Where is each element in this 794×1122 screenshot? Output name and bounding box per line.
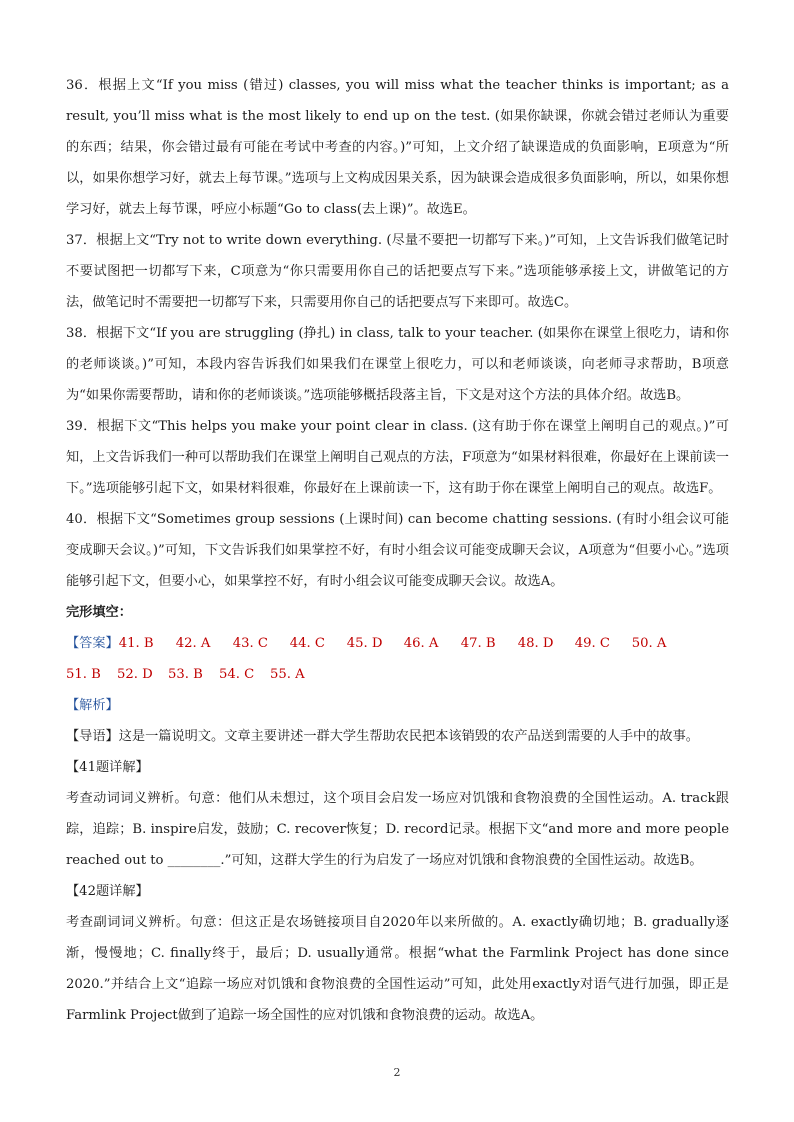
answer-item: 55. A <box>270 667 305 682</box>
answer-item: 48. D <box>517 636 554 651</box>
answer-item: 42. A <box>175 636 211 651</box>
answer-item: 44. C <box>289 636 326 651</box>
answer-item: 41. B <box>118 636 154 651</box>
answer-item: 52. D <box>117 667 153 682</box>
answer-item: 51. B <box>66 667 101 682</box>
paragraph-q38: 38．根据下文“If you are struggling (挣扎) in class, talk to your teacher. (如果你在课堂上很吃力，请和你的老师谈谈。)”可知，本段内容告诉我们如果我们在课堂上很吃力，可以和老师谈谈，向老师寻求帮助，B项意为“如果你需要帮助，请和你的老师谈谈。”选项能够概括段落主旨，下文是对这个方法的具体介绍。故选B。 <box>66 326 729 403</box>
paragraph-q40: 40．根据下文“Sometimes group sessions (上课时间) can become chatting sessions. (有时小组会议可能变成聊天会议。)”可知，下文告诉我们如果掌控不好，有时小组会议可能变成聊天会议，A项意为“但要小心。”选项能够引起下文，但要小心，如果掌控不好，有时小组会议可能变成聊天会议。故选A。 <box>66 512 729 589</box>
paragraph-q39: 39．根据下文“This helps you make your point clear in class. (这有助于你在课堂上阐明自己的观点。)”可知，上文告诉我们一种可以帮助我们在课堂上阐明自己观点的方法，F项意为“如果材料很难，你最好在上课前读一下。”选项能够引起下文，如果材料很难，你最好在上课前读一下，这有助于你在课堂上阐明自己的观点。故选F。 <box>66 419 729 496</box>
answer-label: 【答案】 <box>66 636 119 651</box>
analysis-label: 【解析】 <box>66 698 119 713</box>
q41-explanation: 考查动词词义辨析。句意：他们从未想过，这个项目会启发一场应对饥饿和食物浪费的全国性运动。A. track跟踪，追踪；B. inspire启发，鼓励；C. recover恢复；D. record记录。根据下文“and more and more people reached out to ________.”可知，这群大学生的行为启发了一场应对饥饿和食物浪费的全国性运动。故选B。 <box>66 791 729 868</box>
answer-item: 53. B <box>168 667 203 682</box>
cloze-heading: 完形填空： <box>66 605 132 620</box>
answer-item: 49. C <box>574 636 611 651</box>
answer-item: 43. C <box>232 636 269 651</box>
paragraph-q36: 36．根据上文“If you miss (错过) classes, you will miss what the teacher thinks is important; as a result, you’ll miss what is the most likely to end up on the test. (如果你缺课，你就会错过老师认为重要的东西；结果，你会错过最有可能在考试中考查的内容。)”可知，上文介绍了缺课造成的负面影响，E项意为“所以，如果你想学习好，就去上每节课。”选项与上文构成因果关系，因为缺课会造成很多负面影响，所以，如果你想学习好，就去上每节课，呼应小标题“Go to class(去上课)”。故选E。 <box>66 78 729 217</box>
guide-paragraph: 【导语】这是一篇说明文。文章主要讲述一群大学生帮助农民把本该销毁的农产品送到需要的人手中的故事。 <box>66 729 699 744</box>
answer-item: 45. D <box>346 636 383 651</box>
answer-item: 50. A <box>631 636 667 651</box>
answer-row-1 <box>66 628 729 659</box>
answer-item: 54. C <box>219 667 255 682</box>
q42-label: 【42题详解】 <box>66 884 149 899</box>
answer-item: 47. B <box>460 636 496 651</box>
answer-item: 46. A <box>403 636 439 651</box>
q42-explanation: 考查副词词义辨析。句意：但这正是农场链接项目自2020年以来所做的。A. exactly确切地；B. gradually逐渐，慢慢地；C. finally终于，最后；D. usually通常。根据“what the Farmlink Project has done since 2020.”并结合上文“追踪一场应对饥饿和食物浪费的全国性运动”可知，此处用exactly对语气进行加强，即正是Farmlink Project做到了追踪一场全国性的应对饥饿和食物浪费的运动。故选A。 <box>66 915 729 1023</box>
answer-row-2 <box>66 659 729 690</box>
document-body <box>66 70 729 1031</box>
q41-label: 【41题详解】 <box>66 760 149 775</box>
paragraph-q37: 37．根据上文“Try not to write down everything. (尽量不要把一切都写下来。)”可知，上文告诉我们做笔记时不要试图把一切都写下来，C项意为“你只需要用你自己的话把要点写下来。”选项能够承接上文，讲做笔记的方法，做笔记时不需要把一切都写下来，只需要用你自己的话把要点写下来即可。故选C。 <box>66 233 729 310</box>
page-number: 2 <box>393 1066 401 1079</box>
